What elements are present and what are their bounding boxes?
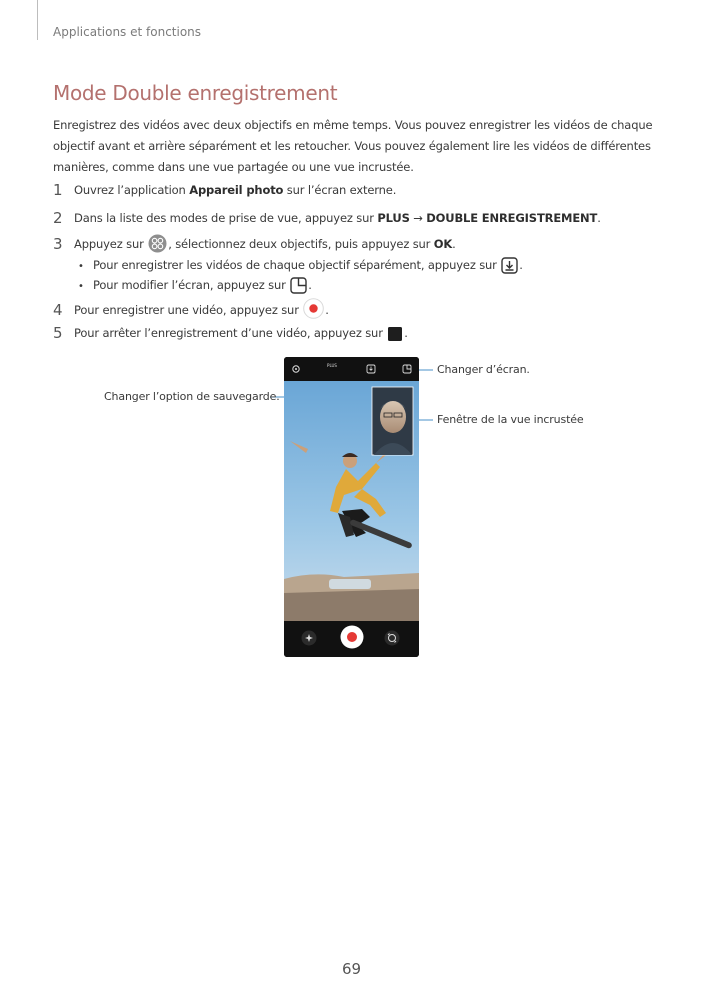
- bullet-dot: •: [78, 261, 84, 272]
- callout-save-option: Changer l’option de sauvegarde.: [104, 390, 280, 403]
- section-label: Applications et fonctions: [53, 25, 202, 39]
- step-text: Dans la liste des modes de prise de vue, appuyez sur: [74, 211, 378, 225]
- bullet-dot: •: [78, 281, 84, 292]
- step-number: 1: [53, 181, 63, 199]
- callout-change-screen: Changer d’écran.: [437, 363, 530, 376]
- switch-camera-button[interactable]: [384, 630, 400, 646]
- callout-pip-window: Fenêtre de la vue incrustée: [437, 413, 584, 426]
- step-text: .: [325, 303, 329, 317]
- step-text: .: [404, 326, 408, 340]
- phone-screenshot: [284, 357, 419, 657]
- effects-button[interactable]: [301, 630, 317, 646]
- save-option-button[interactable]: [366, 364, 376, 374]
- page-number: 69: [341, 960, 362, 978]
- page-title: Mode Double enregistrement: [53, 81, 338, 105]
- intro-paragraph: Enregistrez des vidéos avec deux objectifs en même temps. Vous pouvez enregistrer les vidéos de chaque objectif avant et arrière séparément et les retoucher. Vous pouvez également lire les vidéos de différentes manières, comme dans une vue partagée ou une vue incrustée.: [53, 118, 653, 174]
- step-text: .: [452, 237, 456, 251]
- settings-icon[interactable]: [291, 364, 301, 374]
- step-number: 5: [53, 324, 63, 342]
- step-number: 2: [53, 209, 63, 227]
- change-screen-button[interactable]: [402, 364, 412, 374]
- step-number: 4: [53, 301, 63, 319]
- bullet-text: .: [519, 258, 523, 272]
- arrow: →: [409, 211, 427, 225]
- menu-plus: PLUS: [377, 211, 410, 225]
- step-text: .: [597, 211, 601, 225]
- step-text: , sélectionnez deux objectifs, puis appuyez sur: [168, 237, 434, 251]
- step-text: Pour enregistrer une vidéo, appuyez sur: [74, 303, 303, 317]
- step-text: Ouvrez l’application: [74, 183, 190, 197]
- app-name: Appareil photo: [189, 183, 284, 197]
- top-mode-label: PLUS: [327, 363, 337, 368]
- step-text: sur l’écran externe.: [283, 183, 397, 197]
- ok-label: OK: [433, 237, 453, 251]
- bullet-text: Pour modifier l’écran, appuyez sur: [93, 278, 290, 292]
- step-text: Appuyez sur: [74, 237, 148, 251]
- step-number: 3: [53, 235, 63, 253]
- bullet-text: Pour enregistrer les vidéos de chaque objectif séparément, appuyez sur: [93, 258, 501, 272]
- record-button[interactable]: [340, 625, 364, 649]
- menu-double-recording: DOUBLE ENREGISTREMENT: [426, 211, 598, 225]
- bullet-text: .: [308, 278, 312, 292]
- step-text: Pour arrêter l’enregistrement d’une vidéo, appuyez sur: [74, 326, 387, 340]
